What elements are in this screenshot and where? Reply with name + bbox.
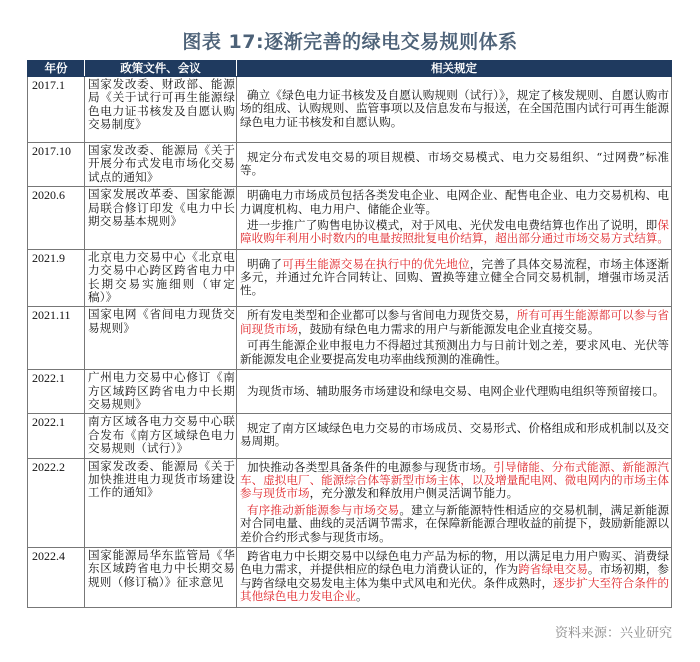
rule-text: 明确了: [246, 256, 283, 271]
rule-text: ，鼓励有绿色电力需求的用户与新能源发电企业直接交易。: [297, 321, 600, 336]
rule-text: 为现货市场、辅助服务市场建设和绿电交易、电网企业代理购电组织等预留接口。: [246, 383, 665, 398]
rule-text: 跨省电力中长期交易中以绿色电力产品为标的物，用以满足电力用户购买、消费绿色电力需求，并提供相应的绿色电力消费认证的，作为: [240, 548, 669, 577]
header-policy: 政策文件、会议: [85, 61, 237, 77]
table-row: [28, 77, 672, 143]
header-year: 年份: [28, 61, 85, 77]
policy-cell: 国家发改委、能源局《关于加快推进电力现货市场建设工作的通知》: [85, 458, 237, 547]
year-cell: 2022.1: [28, 370, 85, 414]
year-cell: 2022.4: [28, 547, 85, 607]
rule-paragraph: [240, 309, 669, 336]
rules-cell: [237, 187, 672, 250]
header-rules: 相关规定: [237, 61, 672, 77]
year-cell: 2017.10: [28, 143, 85, 187]
table-row: [28, 307, 672, 370]
rules-cell: [237, 414, 672, 458]
source-note: 资料来源：兴业研究: [554, 625, 672, 641]
policy-cell: 南方区域各电力交易中心联合发布《南方区域绿色电力交易规则（试行）》: [85, 414, 237, 458]
table-row: [28, 249, 672, 307]
rule-text: 规定分布式发电交易的项目规模、市场交易模式、电力交易组织、“过网费”标准等。: [240, 149, 669, 178]
table-row: [28, 187, 672, 250]
rules-cell: [237, 307, 672, 370]
policy-cell: 北京电力交易中心《北京电力交易中心跨区跨省电力中长期交易实施细则（审定稿）》: [85, 249, 237, 307]
rule-text: 确立《绿色电力证书核发及自愿认购规则（试行）》，规定了核发规则、自愿认购市场的组成、认购规则、监管事项以及信息发布与报送，在全国范围内试行可再生能源绿色电力证书核发和自愿认购。: [240, 87, 669, 129]
highlighted-text: 可再生能源交易在执行中的优先地位: [282, 256, 470, 271]
rule-text: 规定了南方区域绿色电力交易的市场成员、交易形式、价格组成和形成机制以及交易周期。: [240, 421, 669, 449]
rules-cell: [237, 143, 672, 187]
policy-cell: 广州电力交易中心修订《南方区域跨区跨省电力中长期交易规则》: [85, 370, 237, 414]
year-cell: 2022.1: [28, 414, 85, 458]
rule-paragraph: [240, 189, 669, 216]
rule-text: 加快推动各类型具备条件的电源参与现货市场。: [246, 459, 494, 474]
year-cell: 2020.6: [28, 187, 85, 250]
rule-paragraph: [240, 461, 669, 501]
table-header-row: [28, 61, 672, 77]
rule-text: 所有发电类型和企业都可以参与省间电力现货交易，: [246, 308, 517, 323]
table-row: [28, 547, 672, 607]
highlighted-text: 有序推动新能源参与市场交易: [246, 502, 400, 517]
year-cell: 2021.11: [28, 307, 85, 370]
table-body: [28, 77, 672, 608]
year-cell: 2021.9: [28, 249, 85, 307]
rule-paragraph: [240, 151, 669, 178]
rule-text: 。建立与新能源特性相适应的交易机制，满足新能源对合同电量、曲线的灵活调节需求，在保障新能源合理收益的前提下，鼓励新能源以差价合约形式参与现货市场。: [240, 502, 669, 544]
rule-text: 可再生能源企业申报电力不得超过其预测出力与日前计划之差，要求风电、光伏等新能源发电企业要提高发电功率曲线预测的准确性。: [240, 338, 669, 366]
figure-title: 图表 17:逐渐完善的绿电交易规则体系: [182, 31, 518, 53]
rule-paragraph: [240, 550, 669, 604]
rules-cell: [237, 249, 672, 307]
rules-cell: [237, 77, 672, 143]
policy-cell: 国家发改委、能源局《关于开展分布式发电市场化交易试点的通知》: [85, 143, 237, 187]
rule-text: 明确电力市场成员包括各类发电企业、电网企业、配售电企业、电力交易机构、电力调度机构、电力用户、储能企业等。: [240, 188, 669, 216]
highlighted-text: 逐步扩大至符合条件的其他绿色电力发电企业: [240, 575, 669, 604]
rule-paragraph: [240, 258, 669, 298]
rule-paragraph: [240, 339, 669, 366]
year-cell: 2017.1: [28, 77, 85, 143]
highlighted-text: 所有可再生能源都可以参与省间现货市场: [240, 308, 669, 336]
policy-cell: 国家发展改革委、国家能源局联合修订印发《电力中长期交易基本规则》: [85, 187, 237, 250]
highlighted-text: 保障收购年利用小时数内的电量按照批复电价结算，超出部分通过市场交易方式结算。: [240, 218, 669, 246]
policy-cell: 国家电网《省间电力现货交易规则》: [85, 307, 237, 370]
highlighted-text: 跨省绿电交易: [518, 562, 588, 577]
rules-cell: [237, 370, 672, 414]
rule-paragraph: [240, 504, 669, 544]
rule-paragraph: [240, 385, 669, 398]
table-row: [28, 143, 672, 187]
rule-text: ，充分激发和释放用户侧灵活调节能力。: [309, 486, 519, 501]
policy-cell: 国家发改委、财政部、能源局《关于试行可再生能源绿色电力证书核发及自愿认购交易制度》: [85, 77, 237, 143]
policy-cell: 国家能源局华东监管局《华东区域跨省电力中长期交易规则（修订稿）》征求意见: [85, 547, 237, 607]
rule-paragraph: [240, 89, 669, 129]
year-cell: 2022.2: [28, 458, 85, 547]
rule-text: 。: [355, 589, 368, 604]
table-row: [28, 414, 672, 458]
rule-paragraph: [240, 422, 669, 449]
rule-paragraph: [240, 219, 669, 246]
rules-cell: [237, 458, 672, 547]
table-row: [28, 370, 672, 414]
table-row: [28, 458, 672, 547]
rule-text: ，完善了具体交易流程，市场主体逐渐多元，并通过允许合同转让、回购、置换等建立健全合同交易机制，增强市场灵活性。: [240, 256, 669, 298]
rule-text: 进一步推广了购售电协议模式，对于风电、光伏发电电费结算也作出了说明，即: [246, 218, 658, 233]
green-power-rules-table: [27, 60, 672, 608]
highlighted-text: 引导储能、分布式能源、新能源汽车、虚拟电厂、能源综合体等新型市场主体，以及增量配电网、微电网内的市场主体参与现货市场: [240, 459, 669, 501]
rule-text: 。市场初期，参与跨省绿电交易发电主体为集中式风电和光伏。条件成熟时，: [240, 562, 670, 590]
rules-cell: [237, 547, 672, 607]
